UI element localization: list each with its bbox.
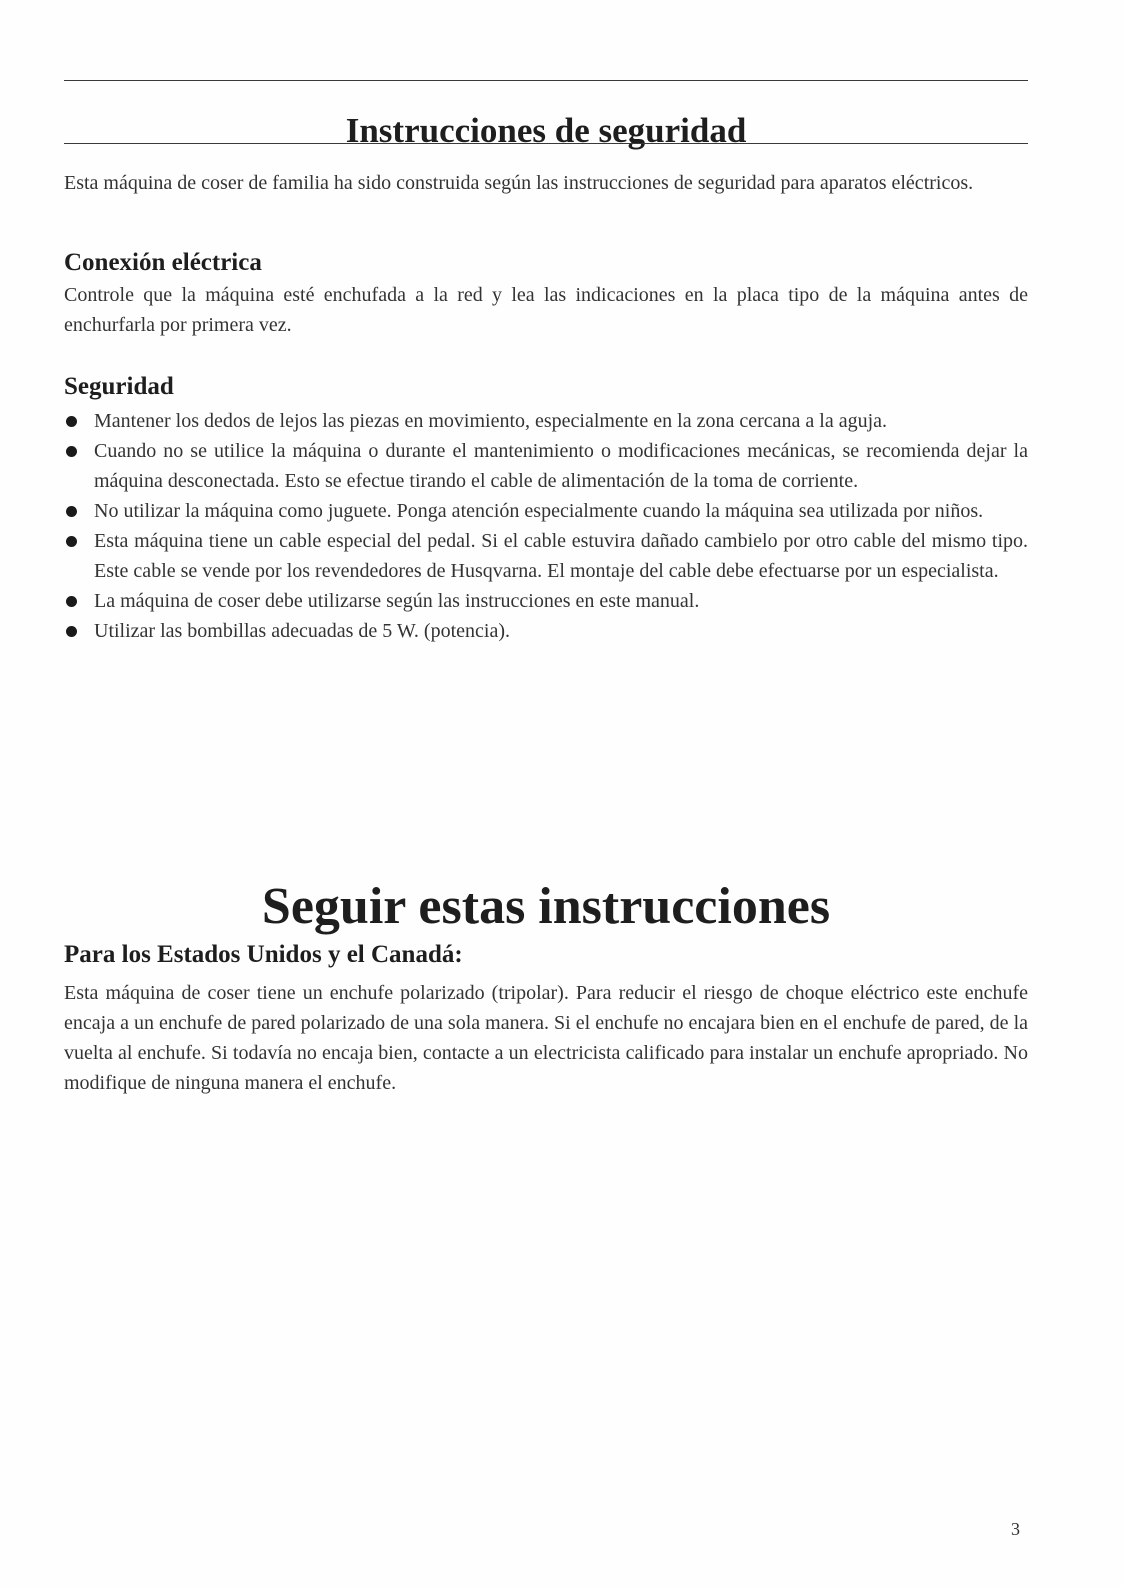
bullet-icon	[66, 536, 77, 547]
list-item-text: No utilizar la máquina como juguete. Ponga atención especialmente cuando la máquina sea utilizada por niños.	[94, 500, 984, 522]
list-item	[64, 526, 1028, 586]
title-bottom-rule	[64, 143, 1028, 144]
seguridad-list	[64, 406, 1028, 646]
title-top-rule	[64, 80, 1028, 81]
list-item	[64, 586, 1028, 616]
bullet-icon	[66, 416, 77, 427]
section-conexion-electrica	[64, 246, 1028, 340]
page-title: Instrucciones de seguridad	[345, 111, 747, 151]
bullet-icon	[66, 446, 77, 457]
list-item-text: Utilizar las bombillas adecuadas de 5 W. (potencia).	[94, 620, 510, 642]
bullet-icon	[66, 596, 77, 607]
list-item-text: Mantener los dedos de lejos las piezas en movimiento, especialmente en la zona cercana a la aguja.	[94, 410, 888, 432]
section-usa-canada	[64, 938, 1028, 1098]
list-item	[64, 496, 1028, 526]
list-item	[64, 616, 1028, 646]
list-item-text: Cuando no se utilice la máquina o durante el mantenimiento o modificaciones mecánicas, se recomienda dejar la máquina desconectada. Esto se efectue tirando el cable de alimentación de la toma de corriente.	[94, 440, 1028, 492]
document-page	[64, 0, 1028, 1587]
conexion-heading: Conexión eléctrica	[64, 249, 262, 276]
usa-paragraph: Esta máquina de coser tiene un enchufe polarizado (tripolar). Para reducir el riesgo de choque eléctrico este enchufe encaja a un enchufe de pared polarizado de una sola manera. Si el enchufe no encajara bien en el enchufe de pared, de la vuelta al enchufe. Si todavía no encaja bien, contacte a un electricista calificado para instalar un enchufe apropriado. No modifique de ninguna manera el enchufe.	[64, 982, 1028, 1094]
list-item	[64, 436, 1028, 496]
follow-instructions-title: Seguir estas instrucciones	[261, 877, 831, 935]
conexion-paragraph: Controle que la máquina esté enchufada a la red y lea las indicaciones en la placa tipo de la máquina antes de enchurfarla por primera vez.	[64, 284, 1028, 336]
intro-paragraph: Esta máquina de coser de familia ha sido construida según las instrucciones de seguridad para aparatos eléctricos.	[64, 172, 974, 194]
bullet-icon	[66, 506, 77, 517]
usa-heading: Para los Estados Unidos y el Canadá:	[64, 941, 463, 968]
list-item	[64, 406, 1028, 436]
bullet-icon	[66, 626, 77, 637]
list-item-text: Esta máquina tiene un cable especial del pedal. Si el cable estuvira dañado cambielo por otro cable del mismo tipo. Este cable se vende por los revendedores de Husqvarna. El montaje del cable debe efectuarse por un especialista.	[94, 530, 1028, 582]
section-seguridad	[64, 370, 1028, 646]
seguridad-heading: Seguridad	[64, 373, 174, 400]
page-number: 3	[1011, 1519, 1020, 1539]
list-item-text: La máquina de coser debe utilizarse según las instrucciones en este manual.	[94, 590, 700, 612]
